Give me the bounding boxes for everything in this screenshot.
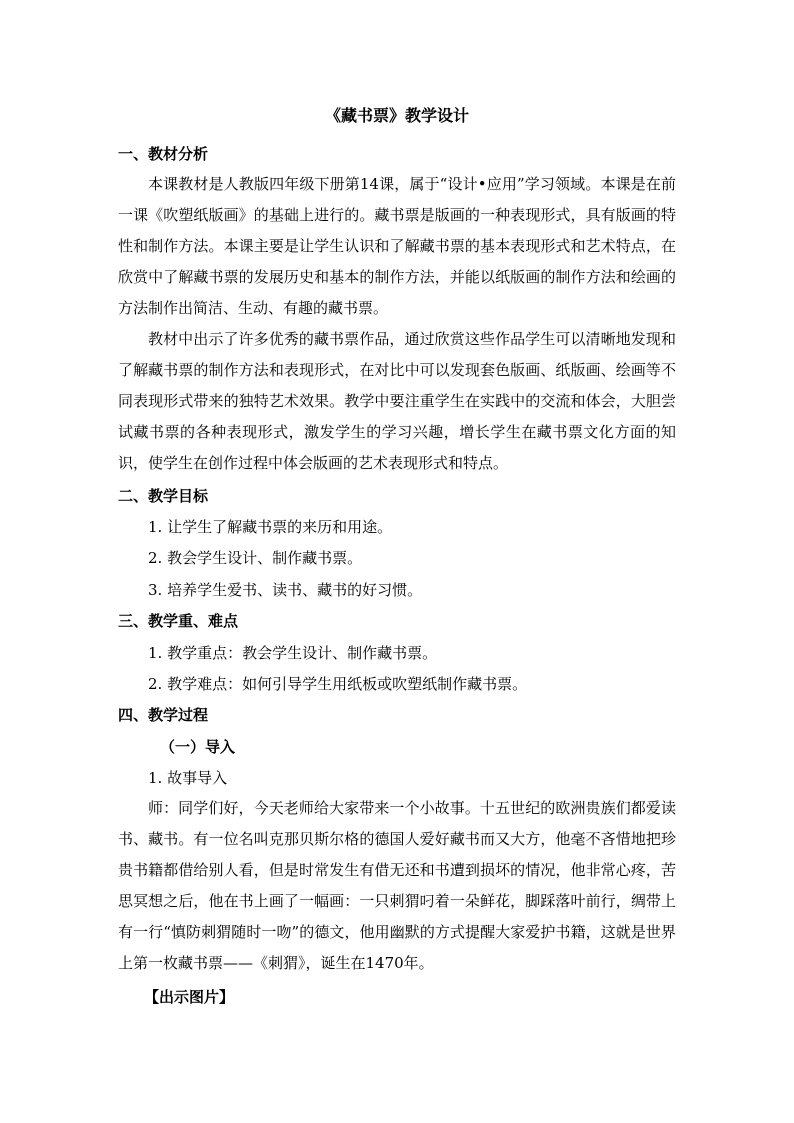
document-title: 《藏书票》教学设计	[324, 106, 469, 125]
subsection-heading-intro: （一）导入	[160, 738, 236, 756]
key-point-item-1: 1. 教学重点：教会学生设计、制作藏书票。	[148, 644, 438, 662]
objective-item-1: 1. 让学生了解藏书票的来历和用途。	[148, 518, 393, 536]
section-heading-key-points: 三、教学重、难点	[118, 612, 239, 630]
show-picture-note: 【出示图片】	[144, 988, 235, 1006]
materials-paragraph-2: 教材中出示了许多优秀的藏书票作品，通过欣赏这些作品学生可以清晰地发现和了解藏书票的制作方法和表现形式，在对比中可以发现套色版画、纸版画、绘画等不同表现形式带来的独特艺术效果。教学中要注重学生在实践中的交流和体会，大胆尝试藏书票的各种表现形式，激发学生的学习兴趣，增长学生在藏书票文化方面的知识，使学生在创作过程中体会版画的艺术表现形式和特点。	[118, 330, 676, 472]
section-heading-objectives: 二、教学目标	[118, 487, 209, 505]
objective-item-3: 3. 培养学生爱书、读书、藏书的好习惯。	[148, 581, 423, 599]
materials-paragraph-1: 本课教材是人教版四年级下册第14课，属于“设计•应用”学习领域。本课是在前一课《吹塑纸版画》的基础上进行的。藏书票是版画的一种表现形式，具有版画的特性和制作方法。本课主要是让学生认识和了解藏书票的基本表现形式和艺术特点，在欣赏中了解藏书票的发展历史和基本的制作方法，并能以纸版画的制作方法和绘画的方法制作出简洁、生动、有趣的藏书票。	[118, 175, 676, 317]
story-paragraph: 师：同学们好，今天老师给大家带来一个小故事。十五世纪的欧洲贵族们都爱读书、藏书。有一位名叫克那贝斯尔格的德国人爱好藏书而又大方，他毫不吝惜地把珍贵书籍都借给别人看，但是时常发生有借无还和书遭到损坏的情况，他非常心疼，苦思冥想之后，他在书上画了一幅画：一只刺猬叼着一朵鲜花，脚踩落叶前行，绸带上有一行“慎防刺猬随时一吻”的德文，他用幽默的方式提醒大家爱护书籍，这就是世界上第一枚藏书票——《刺猬》，诞生在1470年。	[118, 799, 676, 972]
objective-item-2: 2. 教会学生设计、制作藏书票。	[148, 549, 363, 567]
section-heading-materials: 一、教材分析	[118, 145, 209, 163]
key-point-item-2: 2. 教学难点：如何引导学生用纸板或吹塑纸制作藏书票。	[148, 675, 528, 693]
process-item-1: 1. 故事导入	[148, 769, 228, 787]
section-heading-process: 四、教学过程	[118, 706, 209, 724]
